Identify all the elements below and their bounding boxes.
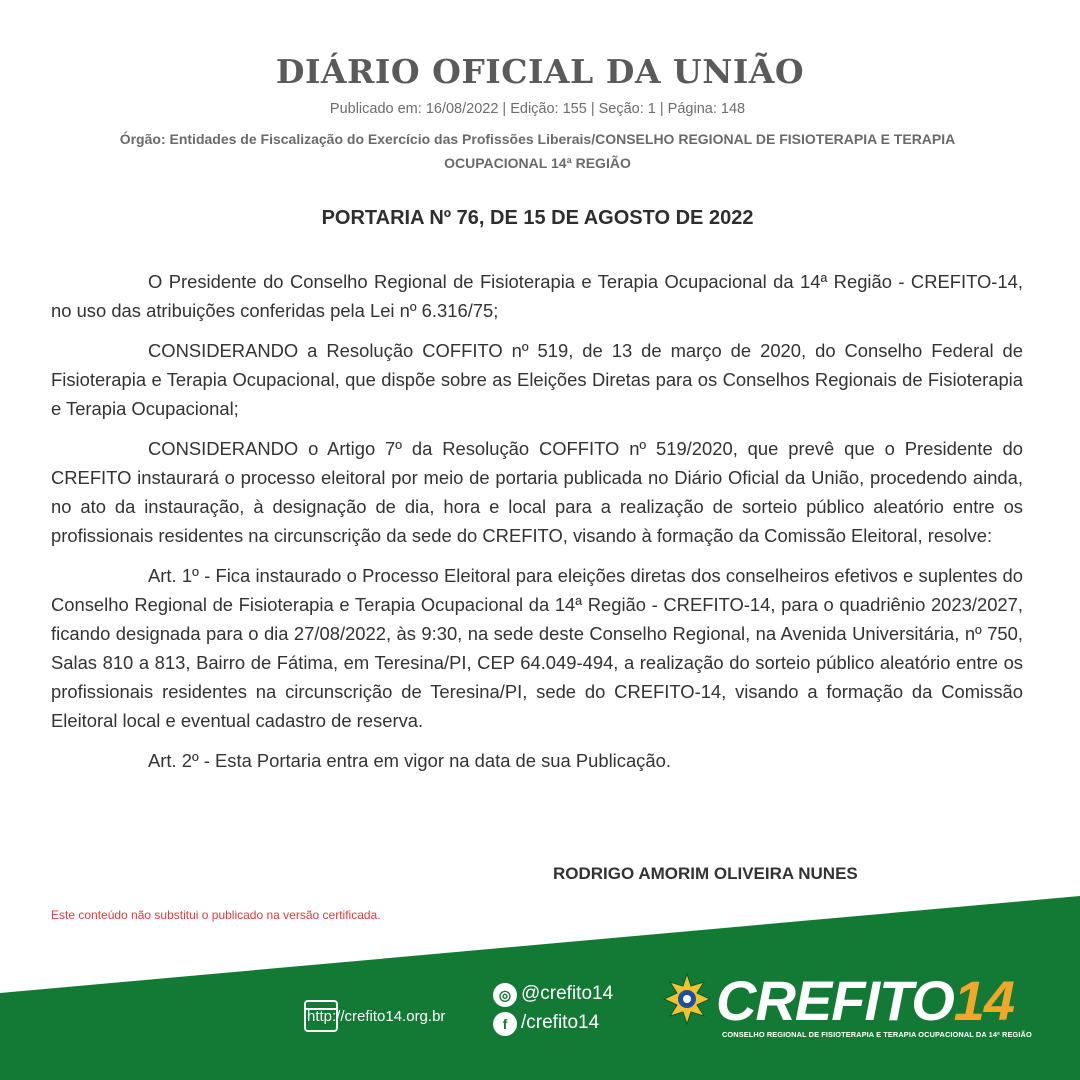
facebook-handle[interactable]: /crefito14 xyxy=(521,1012,600,1033)
paragraph-considerando-2: CONSIDERANDO o Artigo 7º da Resolução COFFITO nº 519/2020, que prevê que o Presidente do CREFITO instaurará o processo eleitoral por meio de portaria publicada no Diário Oficial da União, procedendo ainda, no ato da instauração, à designação de dia, hora e local para a realização de sorteio público aleatório entre os profissionais residentes na circunscrição da sede do CREFITO, visando à formação da Comissão Eleitoral, resolve: xyxy=(51,438,1023,546)
website-link[interactable]: http://crefito14.org.br xyxy=(307,1008,446,1025)
publication-info: Publicado em: 16/08/2022 | Edição: 155 | Seção: 1 | Página: 148 xyxy=(329,101,746,117)
signature: RODRIGO AMORIM OLIVEIRA NUNES xyxy=(553,864,858,883)
paragraph-considerando-1: CONSIDERANDO a Resolução COFFITO nº 519, de 13 de março de 2020, do Conselho Federal de Fisioterapia e Terapia Ocupacional, que dispõe sobre as Eleições Diretas para os Conselhos Regionais de Fisioterapia e Terapia Ocupacional; xyxy=(51,340,1023,419)
disclaimer: Este conteúdo não substitui o publicado na versão certificada. xyxy=(51,908,381,922)
masthead: DIÁRIO OFICIAL DA UNIÃO xyxy=(275,52,805,91)
paragraph-preamble: O Presidente do Conselho Regional de Fisioterapia e Terapia Ocupacional da 14ª Região - CREFITO-14, no uso das atribuições conferidas pela Lei nº 6.316/75; xyxy=(51,271,1023,321)
logo-main-text: CREFITO xyxy=(716,969,954,1032)
crefito-logo xyxy=(716,968,1014,1033)
facebook-icon: f xyxy=(493,1012,517,1036)
logo-subtitle: CONSELHO REGIONAL DE FISIOTERAPIA E TERAPIA OCUPACIONAL DA 14ª REGIÃO xyxy=(722,1030,1032,1039)
instagram-icon: ◎ xyxy=(493,983,517,1007)
instagram-handle[interactable]: @crefito14 xyxy=(521,983,614,1004)
brazil-coat-of-arms-icon xyxy=(660,972,714,1026)
portaria-title: PORTARIA Nº 76, DE 15 DE AGOSTO DE 2022 xyxy=(321,207,754,229)
orgao-line: Órgão: Entidades de Fiscalização do Exercício das Profissões Liberais/CONSELHO REGIONAL DE FISIOTERAPIA E TERAPIA OCUPACIONAL 14ª REGIÃO xyxy=(119,131,956,171)
paragraph-art-2: Art. 2º - Esta Portaria entra em vigor na data de sua Publicação. xyxy=(148,750,671,771)
paragraph-art-1: Art. 1º - Fica instaurado o Processo Eleitoral para eleições diretas dos conselheiros efetivos e suplentes do Conselho Regional de Fisioterapia e Terapia Ocupacional da 14ª Região - CREFITO-14, para o quadriênio 2023/2027, ficando designada para o dia 27/08/2022, às 9:30, na sede deste Conselho Regional, na Avenida Universitária, nº 750, Salas 810 a 813, Bairro de Fátima, em Teresina/PI, CEP 64.049-494, a realização do sorteio público aleatório entre os profissionais residentes na circunscrição de Teresina/PI, sede do CREFITO-14, visando a formação da Comissão Eleitoral local e eventual cadastro de reserva. xyxy=(51,565,1023,731)
logo-number: 14 xyxy=(953,969,1015,1032)
